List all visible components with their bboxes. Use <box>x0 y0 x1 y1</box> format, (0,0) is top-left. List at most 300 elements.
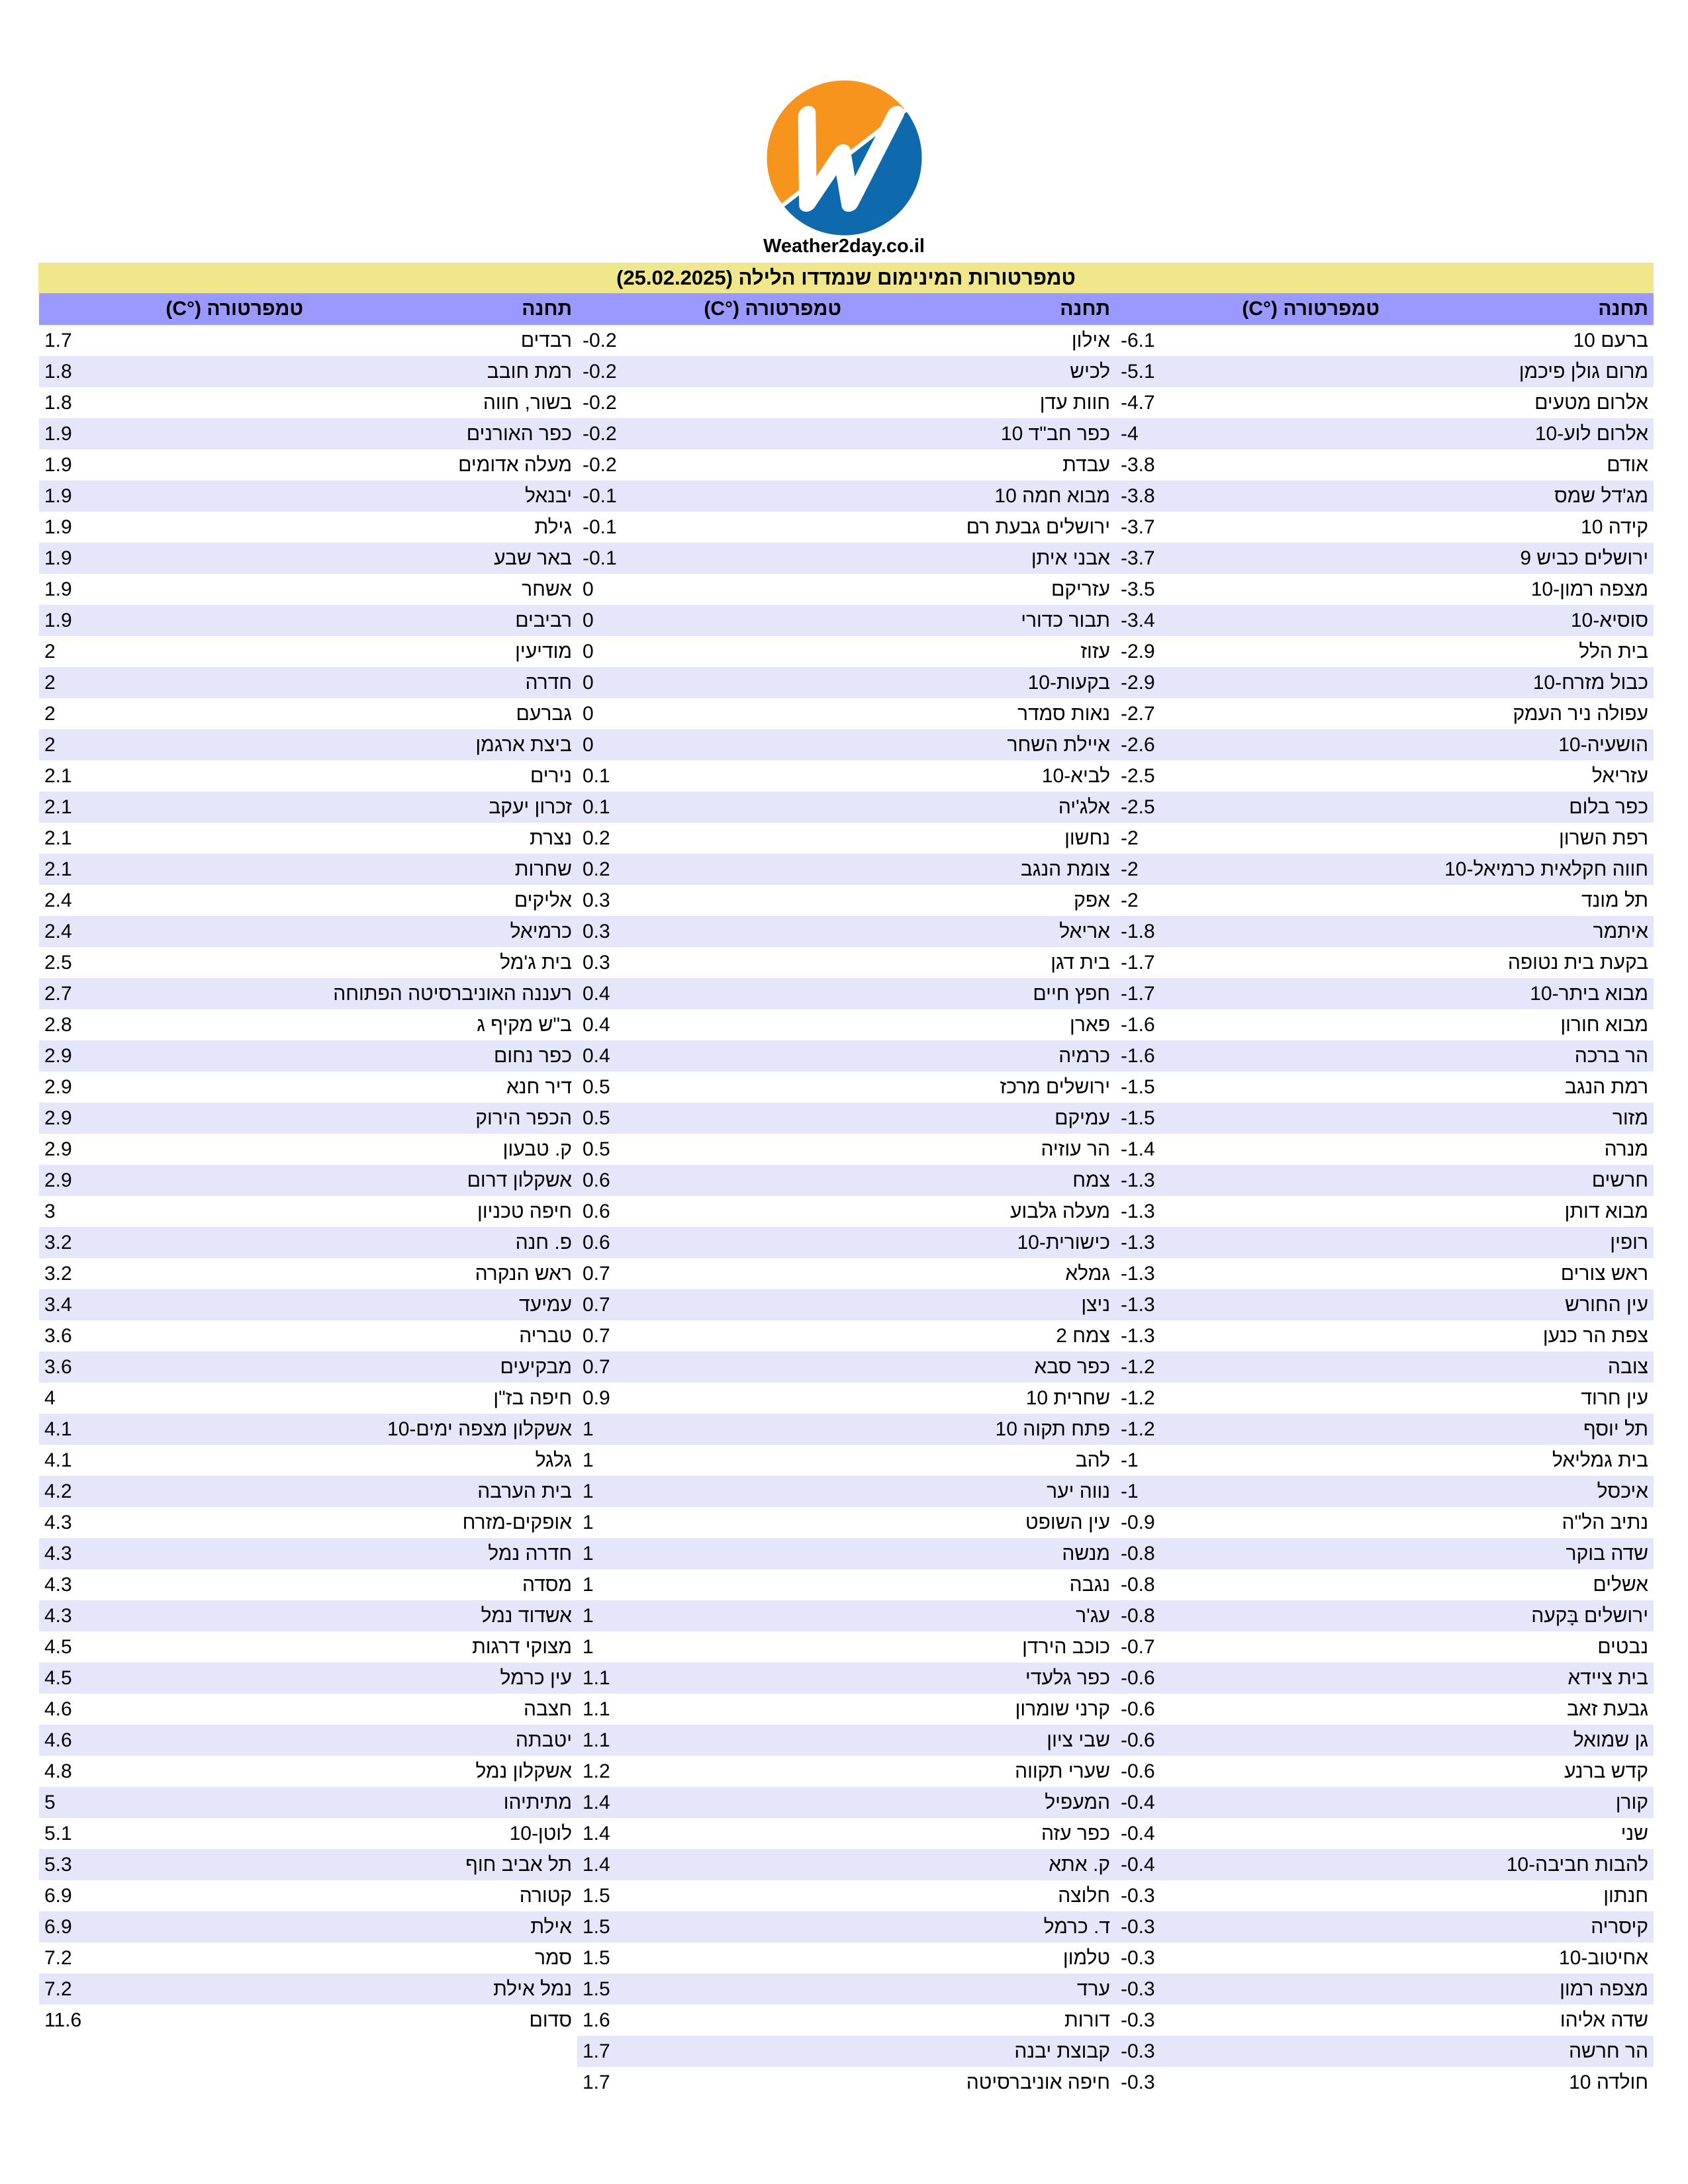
table-row <box>39 1662 577 1694</box>
station-header: תחנה <box>1060 298 1110 320</box>
table-row <box>577 1476 1115 1507</box>
table-row <box>1115 1694 1654 1725</box>
temperature-value: 2.1 <box>44 858 72 880</box>
temperature-value: -0.6 <box>1121 1760 1155 1782</box>
temperature-value: -1.2 <box>1121 1418 1155 1440</box>
temperature-value: 6.9 <box>44 1885 72 1907</box>
table-row <box>1115 1911 1654 1942</box>
temperature-value: 0.9 <box>583 1387 610 1409</box>
station-name: אודם <box>1607 454 1648 476</box>
temperature-value: 2.7 <box>44 983 72 1005</box>
station-name: שני <box>1620 1823 1648 1844</box>
station-name: טלמון <box>1062 1947 1110 1969</box>
temperature-value: -0.2 <box>583 330 617 351</box>
station-name: בית ג'מל <box>500 952 572 974</box>
station-name: טבריה <box>519 1325 572 1347</box>
temperature-value: 2.9 <box>44 1169 72 1191</box>
table-row <box>39 1445 577 1476</box>
station-name: כוכב הירדן <box>1022 1636 1110 1658</box>
station-name: תבור כדורי <box>1021 610 1110 631</box>
station-name: קטורה <box>519 1885 572 1907</box>
station-name: צפת הר כנען <box>1542 1325 1648 1347</box>
table-row <box>1115 1445 1654 1476</box>
temperature-value: 2.8 <box>44 1014 72 1036</box>
station-name: אופקים-מזרח <box>462 1512 572 1533</box>
station-name: מסדה <box>522 1574 572 1596</box>
temperature-value: -1.6 <box>1121 1045 1155 1067</box>
table-row <box>577 1227 1115 1258</box>
station-name: רמת חובב <box>487 361 572 383</box>
temperature-value: 2.1 <box>44 796 72 818</box>
station-name: הר ברכה <box>1574 1045 1648 1067</box>
station-name: אחיטוב-10 <box>1558 1947 1648 1969</box>
temperature-value: -4.7 <box>1121 392 1155 414</box>
column-3-rows <box>39 325 577 2036</box>
temperature-value: -0.3 <box>1121 1978 1155 2000</box>
table-row <box>577 698 1115 729</box>
table-row <box>577 2005 1115 2036</box>
temperature-value: -0.8 <box>1121 1605 1155 1627</box>
table-row <box>39 1196 577 1227</box>
table-row <box>1115 356 1654 387</box>
station-name: כפר עזה <box>1041 1823 1110 1844</box>
table-row <box>577 1103 1115 1134</box>
station-name: נצרת <box>530 827 572 849</box>
station-name: קיסריה <box>1591 1916 1648 1938</box>
table-row <box>577 1414 1115 1445</box>
table-row <box>577 1289 1115 1320</box>
temperature-value: 1.9 <box>44 516 72 538</box>
table-row <box>1115 1289 1654 1320</box>
station-name: להבות חביבה-10 <box>1506 1854 1648 1876</box>
station-name: תל יוסף <box>1583 1418 1648 1440</box>
station-name: הר עוזיה <box>1041 1138 1110 1160</box>
table-row <box>39 1320 577 1351</box>
station-name: כפר בלום <box>1569 796 1648 818</box>
table-row <box>1115 916 1654 947</box>
table-row <box>1115 605 1654 636</box>
table-row <box>1115 1569 1654 1600</box>
table-row <box>39 1258 577 1289</box>
temp-header: טמפרטורה (°C) <box>1242 298 1380 320</box>
station-name: ביצת ארגמן <box>475 734 572 756</box>
temperature-value: -0.4 <box>1121 1792 1155 1813</box>
table-row <box>39 854 577 885</box>
station-name: סוסיא-10 <box>1570 610 1648 631</box>
temp-header: טמפרטורה (°C) <box>165 298 303 320</box>
temperature-value: -0.2 <box>583 361 617 383</box>
station-name: חצבה <box>523 1698 572 1720</box>
station-name: בית גמליאל <box>1552 1449 1648 1471</box>
temperature-value: -0.3 <box>1121 2040 1155 2062</box>
temperature-value: 4.5 <box>44 1636 72 1658</box>
table-row <box>39 978 577 1009</box>
station-name: ב"ש מקיף ג <box>477 1014 572 1036</box>
station-name: דורות <box>1064 2009 1110 2031</box>
station-name: ניצן <box>1081 1294 1110 1316</box>
header-row <box>1115 293 1654 325</box>
table-row <box>39 823 577 854</box>
table-row <box>39 1725 577 1756</box>
temperature-value: 4.3 <box>44 1605 72 1627</box>
temperature-value: 1.4 <box>583 1854 610 1876</box>
station-name: סדום <box>529 2009 572 2031</box>
station-name: להב <box>1075 1449 1110 1471</box>
temperature-value: 0.6 <box>583 1201 610 1222</box>
temperature-value: -0.8 <box>1121 1574 1155 1596</box>
table-row <box>577 605 1115 636</box>
temperature-value: 0.2 <box>583 858 610 880</box>
temperature-value: 0.4 <box>583 1014 610 1036</box>
table-row <box>39 387 577 418</box>
header-row <box>39 293 577 325</box>
station-name: ירושלים גבעת רם <box>966 516 1110 538</box>
table-row <box>577 1569 1115 1600</box>
temperature-value: -3.7 <box>1121 547 1155 569</box>
station-name: אשקלון דרום <box>467 1169 572 1191</box>
station-name: ערד <box>1076 1978 1110 2000</box>
table-row <box>1115 823 1654 854</box>
station-header: תחנה <box>1598 298 1648 320</box>
temperature-value: 0 <box>583 641 594 662</box>
temperature-value: -0.3 <box>1121 2009 1155 2031</box>
temperature-value: -2.7 <box>1121 703 1155 725</box>
table-row <box>1115 1974 1654 2005</box>
table-row <box>39 1942 577 1974</box>
station-name: אליקים <box>514 889 572 911</box>
temperature-value: -4 <box>1121 423 1139 445</box>
station-name: בית דגן <box>1051 952 1110 974</box>
station-name: חיפה אוניברסיטה <box>966 2071 1110 2093</box>
temperature-value: 11.6 <box>44 2009 82 2031</box>
temperature-value: 1.7 <box>583 2071 610 2093</box>
table-row <box>577 1383 1115 1414</box>
temperature-value: -2.5 <box>1121 796 1155 818</box>
table-row <box>39 636 577 667</box>
table-row <box>1115 667 1654 698</box>
temperature-value: -1.3 <box>1121 1325 1155 1347</box>
temperature-value: -1.3 <box>1121 1263 1155 1285</box>
station-name: אילת <box>530 1916 572 1938</box>
temperature-value: 3.4 <box>44 1294 72 1316</box>
temperature-value: -0.2 <box>583 454 617 476</box>
table-row <box>577 1911 1115 1942</box>
table-row <box>39 418 577 449</box>
temperature-value: -3.8 <box>1121 454 1155 476</box>
station-name: אפק <box>1074 889 1110 911</box>
station-name: נגבה <box>1069 1574 1110 1596</box>
table-row <box>1115 325 1654 356</box>
temperature-value: 3.2 <box>44 1263 72 1285</box>
table-row <box>577 1071 1115 1103</box>
table-row <box>577 823 1115 854</box>
station-name: כבול מזרח-10 <box>1532 672 1648 694</box>
station-name: עפולה ניר העמק <box>1513 703 1648 725</box>
table-row <box>39 1134 577 1165</box>
table-row <box>1115 387 1654 418</box>
station-name: נבטים <box>1597 1636 1648 1658</box>
station-name: עזוז <box>1080 641 1110 662</box>
table-row <box>577 854 1115 885</box>
weather2day-logo <box>767 80 922 236</box>
station-name: רביבים <box>515 610 572 631</box>
temperature-value: 1.9 <box>44 610 72 631</box>
temperature-value: 7.2 <box>44 1947 72 1969</box>
temperature-value: 0.3 <box>583 921 610 942</box>
temperature-value: -1.8 <box>1121 921 1155 942</box>
table-row <box>1115 574 1654 605</box>
station-name: אילון <box>1071 330 1110 351</box>
station-name: המעפיל <box>1045 1792 1110 1813</box>
table-row <box>1115 760 1654 792</box>
temperature-value: -3.5 <box>1121 578 1155 600</box>
station-name: מבוא חורון <box>1560 1014 1648 1036</box>
temperature-value: -5.1 <box>1121 361 1155 383</box>
station-name: בית הלל <box>1579 641 1648 662</box>
table-row <box>577 449 1115 480</box>
table-row <box>577 2036 1115 2067</box>
station-name: לוטן-10 <box>509 1823 572 1844</box>
temperature-value: -1.2 <box>1121 1356 1155 1378</box>
table-row <box>1115 2005 1654 2036</box>
station-name: מודיעין <box>515 641 572 662</box>
table-row <box>1115 947 1654 978</box>
station-name: באר שבע <box>494 547 572 569</box>
station-name: כפר סבא <box>1034 1356 1110 1378</box>
table-row <box>577 916 1115 947</box>
station-name: נמל אילת <box>493 1978 572 2000</box>
table-row <box>1115 449 1654 480</box>
temperature-value: -2.9 <box>1121 641 1155 662</box>
station-name: בקעת בית נטופה <box>1507 952 1648 974</box>
station-name: בקעות-10 <box>1027 672 1110 694</box>
station-name: קרני שומרון <box>1015 1698 1110 1720</box>
temperature-value: 0.3 <box>583 952 610 974</box>
temperature-value: -0.8 <box>1121 1543 1155 1565</box>
table-row <box>39 1009 577 1040</box>
temperature-value: 1 <box>583 1574 594 1596</box>
station-name: אשלים <box>1593 1574 1648 1596</box>
station-name: גבעת זאב <box>1566 1698 1648 1720</box>
table-row <box>577 636 1115 667</box>
temperature-value: -1.6 <box>1121 1014 1155 1036</box>
station-name: מבקיעים <box>500 1356 572 1378</box>
temperature-value: 0.4 <box>583 983 610 1005</box>
station-name: אלרום מטעים <box>1534 392 1648 414</box>
table-row <box>1115 1880 1654 1911</box>
station-name: ק. אתא <box>1049 1854 1110 1876</box>
temperature-value: 0.5 <box>583 1138 610 1160</box>
table-row <box>577 1538 1115 1569</box>
station-header: תחנה <box>522 298 572 320</box>
table-row <box>39 543 577 574</box>
table-row <box>577 1165 1115 1196</box>
table-row <box>577 978 1115 1009</box>
station-name: עמיעד <box>519 1294 572 1316</box>
table-row <box>577 1756 1115 1787</box>
table-row <box>39 1103 577 1134</box>
temperature-value: -0.2 <box>583 423 617 445</box>
temperature-value: 1 <box>583 1480 594 1502</box>
temperature-value: -1.7 <box>1121 983 1155 1005</box>
station-name: מעלה גלבוע <box>1010 1201 1110 1222</box>
table-row <box>577 1662 1115 1694</box>
table-row <box>1115 978 1654 1009</box>
temperature-value: 7.2 <box>44 1978 72 2000</box>
station-name: נווה יער <box>1047 1480 1110 1502</box>
temperature-value: 2.5 <box>44 952 72 974</box>
temperature-value: -2 <box>1121 858 1139 880</box>
temperature-value: 1.9 <box>44 578 72 600</box>
temperature-value: -0.1 <box>583 547 617 569</box>
temperature-value: -0.9 <box>1121 1512 1155 1533</box>
table-row <box>39 1383 577 1414</box>
table-row <box>577 1351 1115 1383</box>
station-name: מזור <box>1612 1107 1648 1129</box>
table-row <box>577 1040 1115 1071</box>
station-name: עמיקם <box>1055 1107 1110 1129</box>
temperature-value: 1.8 <box>44 361 72 383</box>
temperature-value: 0.2 <box>583 827 610 849</box>
station-name: רעננה האוניברסיטה הפתוחה <box>333 983 572 1005</box>
station-name: אשקלון מצפה ימים-10 <box>387 1418 572 1440</box>
temperature-value: 0.4 <box>583 1045 610 1067</box>
table-row <box>39 1227 577 1258</box>
table-row <box>39 1756 577 1787</box>
table-title: טמפרטורות המינימום שנמדדו הלילה (25.02.2025) <box>38 263 1654 293</box>
station-name: עג'ר <box>1076 1605 1110 1627</box>
table-row <box>39 1351 577 1383</box>
table-row <box>577 1631 1115 1662</box>
table-row <box>577 480 1115 512</box>
table-row <box>39 1507 577 1538</box>
station-name: בשור, חווה <box>483 392 572 414</box>
temperature-value: 0.5 <box>583 1076 610 1098</box>
station-name: שערי תקווה <box>1015 1760 1110 1782</box>
temperature-value: 2.9 <box>44 1107 72 1129</box>
temperature-value: 0.7 <box>583 1263 610 1285</box>
temperature-value: -1 <box>1121 1480 1139 1502</box>
table-row <box>577 512 1115 543</box>
station-name: ירושלים בָּקעה <box>1531 1605 1648 1627</box>
station-name: אשקלון נמל <box>475 1760 572 1782</box>
temperature-value: -0.3 <box>1121 1916 1155 1938</box>
table-row <box>577 1258 1115 1289</box>
temperature-value: -0.3 <box>1121 2071 1155 2093</box>
temperature-value: -2 <box>1121 889 1139 911</box>
temperature-value: 1.9 <box>44 485 72 507</box>
station-name: חיפה טכניון <box>477 1201 572 1222</box>
station-name: אשחר <box>522 578 572 600</box>
table-row <box>577 760 1115 792</box>
table-row <box>1115 636 1654 667</box>
station-name: חפץ חיים <box>1033 983 1110 1005</box>
station-name: רמת הנגב <box>1564 1076 1648 1098</box>
station-name: ראש הנקרה <box>475 1263 572 1285</box>
temperature-value: -1.3 <box>1121 1294 1155 1316</box>
table-row <box>39 1974 577 2005</box>
station-name: עזריקם <box>1051 578 1110 600</box>
table-row <box>1115 2036 1654 2067</box>
table-row <box>39 1787 577 1818</box>
station-name: גברעם <box>516 703 572 725</box>
station-name: אשדוד נמל <box>481 1605 572 1627</box>
table-row <box>39 729 577 760</box>
table-row <box>577 1507 1115 1538</box>
temperature-value: 0.1 <box>583 765 610 787</box>
temperature-value: 2 <box>44 641 56 662</box>
temperature-value: -0.4 <box>1121 1854 1155 1876</box>
table-row <box>39 449 577 480</box>
station-name: בית הערבה <box>477 1480 572 1502</box>
temperature-value: 1.9 <box>44 547 72 569</box>
temperature-value: -2.6 <box>1121 734 1155 756</box>
temperature-value: 1.7 <box>44 330 72 351</box>
station-name: כפר חב"ד 10 <box>1000 423 1110 445</box>
temperature-value: 4.3 <box>44 1574 72 1596</box>
table-row <box>1115 854 1654 885</box>
temp-header: טמפרטורה (°C) <box>704 298 841 320</box>
table-row <box>39 480 577 512</box>
temperature-value: 6.9 <box>44 1916 72 1938</box>
column-1 <box>1115 293 1654 2098</box>
station-name: מצפה רמון-10 <box>1530 578 1648 600</box>
station-name: חנתון <box>1603 1885 1648 1907</box>
temperature-value: -2 <box>1121 827 1139 849</box>
table-row <box>577 1974 1115 2005</box>
temperature-value: 2.4 <box>44 889 72 911</box>
table-row <box>39 1569 577 1600</box>
temperature-value: -3.4 <box>1121 610 1155 631</box>
temperature-value: 3.6 <box>44 1325 72 1347</box>
temperature-value: 4.6 <box>44 1729 72 1751</box>
station-name: קידה 10 <box>1581 516 1648 538</box>
station-name: כפר גלעדי <box>1025 1667 1110 1689</box>
temperature-value: -0.2 <box>583 392 617 414</box>
temperature-value: 2.4 <box>44 921 72 942</box>
temperature-value: 1.5 <box>583 1947 610 1969</box>
table-row <box>39 605 577 636</box>
station-name: חווה חקלאית כרמיאל-10 <box>1444 858 1648 880</box>
min-temperature-table <box>38 293 1654 2173</box>
table-row <box>39 1414 577 1445</box>
station-name: צומת הנגב <box>1020 858 1110 880</box>
table-row <box>577 1849 1115 1880</box>
station-name: צובה <box>1607 1356 1648 1378</box>
table-row <box>39 885 577 916</box>
table-row <box>577 356 1115 387</box>
station-name: מג'דל שמס <box>1554 485 1648 507</box>
temperature-value: 1 <box>583 1512 594 1533</box>
table-row <box>1115 1134 1654 1165</box>
table-row <box>577 1880 1115 1911</box>
station-name: דיר חנא <box>506 1076 572 1098</box>
temperature-value: -1.3 <box>1121 1169 1155 1191</box>
station-name: ק. טבעון <box>502 1138 572 1160</box>
table-row <box>1115 512 1654 543</box>
table-row <box>39 2005 577 2036</box>
table-row <box>39 1538 577 1569</box>
temperature-value: 1.5 <box>583 1885 610 1907</box>
temperature-value: 1.1 <box>583 1698 610 1720</box>
table-row <box>1115 1725 1654 1756</box>
station-name: איתמר <box>1593 921 1648 942</box>
table-row <box>39 356 577 387</box>
station-name: חלוצה <box>1058 1885 1110 1907</box>
temperature-value: 0 <box>583 672 594 694</box>
table-row <box>1115 2067 1654 2098</box>
temperature-value: -2.5 <box>1121 765 1155 787</box>
